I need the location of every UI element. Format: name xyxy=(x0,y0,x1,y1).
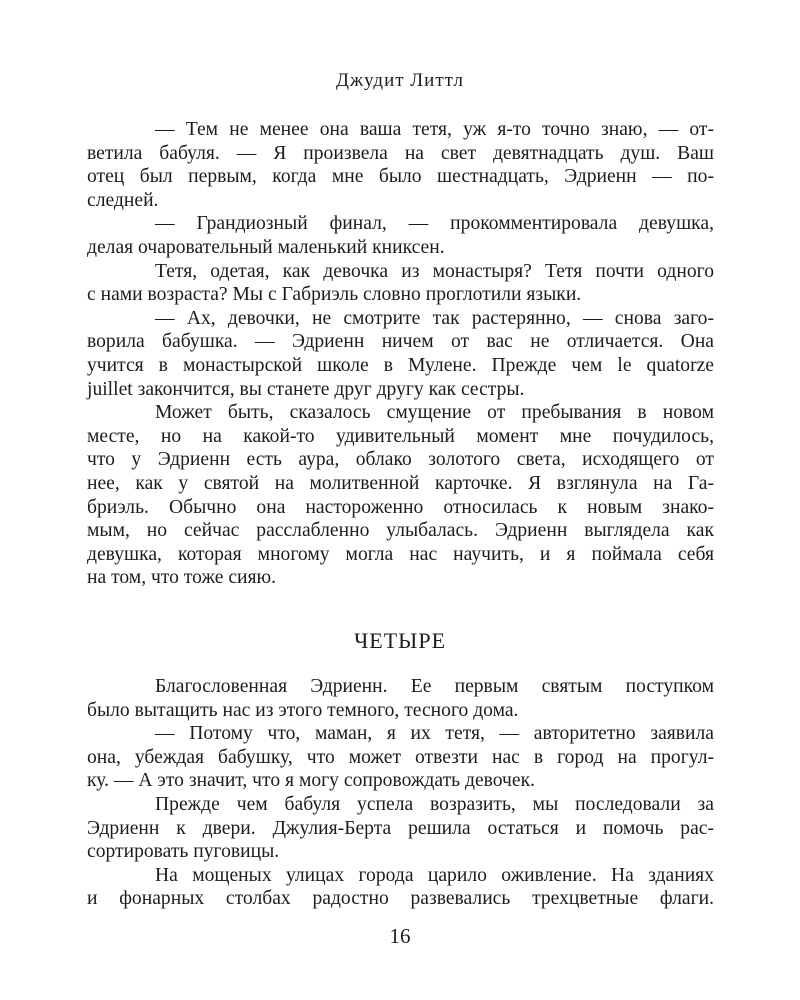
text-line: нее, как у святой на молитвенной карточке. Я взглянула на Га- xyxy=(87,472,714,494)
text-block-2 xyxy=(87,675,714,911)
text-line: Может быть, сказалось смущение от пребывания в новом xyxy=(155,402,714,424)
text-line: что у Эдриенн есть аура, облако золотого света, исходящего от xyxy=(87,449,714,471)
text-line: мым, но сейчас расслабленно улыбалась. Эдриенн выглядела как xyxy=(87,520,714,542)
text-line: ку. — А это значит, что я могу сопровождать девочек. xyxy=(87,770,536,792)
text-line: она, убеждая бабушку, что может отвезти нас в город на прогул- xyxy=(87,746,714,768)
page-number: 16 xyxy=(389,924,411,948)
text-line: с нами возраста? Мы с Габриэль словно проглотили языки. xyxy=(87,284,582,306)
text-line: Тетя, одетая, как девочка из монастыря? Тетя почти одного xyxy=(155,260,714,282)
text-line: На мощеных улицах города царило оживление. На зданиях xyxy=(155,864,714,886)
text-line: — Грандиозный финал, — прокомментировала девушка, xyxy=(155,213,714,235)
text-line: бриэль. Обычно она настороженно относилась к новым знако- xyxy=(87,496,714,518)
text-line: juillet закончится, вы станете друг другу как сестры. xyxy=(87,378,525,400)
text-line: Эдриенн к двери. Джулия-Берта решила остаться и помочь рас- xyxy=(87,817,714,839)
text-line: сортировать пуговицы. xyxy=(87,841,280,863)
text-block-1 xyxy=(87,118,714,590)
text-line: ветила бабуля. — Я произвела на свет девятнадцать душ. Ваш xyxy=(87,142,714,164)
text-line: делая очаровательный маленький книксен. xyxy=(87,236,445,258)
text-line: и фонарных столбах радостно развевались трехцветные флаги. xyxy=(87,888,714,910)
text-line: на том, что тоже сияю. xyxy=(87,567,277,589)
text-line: — Ах, девочки, не смотрите так растерянно, — снова заго- xyxy=(155,307,714,329)
text-line: учится в монастырской школе в Мулене. Прежде чем le quatorze xyxy=(87,354,714,376)
text-line: было вытащить нас из этого темного, тесного дома. xyxy=(87,699,519,721)
text-line: — Потому что, маман, я их тетя, — авторитетно заявила xyxy=(155,723,714,745)
text-line: ворила бабушка. — Эдриенн ничем от вас не отличается. Она xyxy=(87,331,714,353)
chapter-title: ЧЕТЫРЕ xyxy=(353,628,447,653)
text-line: отец был первым, когда мне было шестнадцать, Эдриенн — по- xyxy=(87,166,714,188)
text-line: месте, но на какой-то удивительный момент мне почудилось, xyxy=(87,425,714,447)
text-line: Прежде чем бабуля успела возразить, мы последовали за xyxy=(155,793,714,815)
text-line: следней. xyxy=(87,189,159,211)
text-line: девушка, которая многому могла нас научить, и я поймала себя xyxy=(87,543,714,565)
text-line: Благословенная Эдриенн. Ее первым святым поступком xyxy=(155,676,714,697)
running-header-author: Джудит Литтл xyxy=(336,70,464,91)
text-line: — Тем не менее она ваша тетя, уж я-то точно знаю, — от- xyxy=(155,119,714,140)
